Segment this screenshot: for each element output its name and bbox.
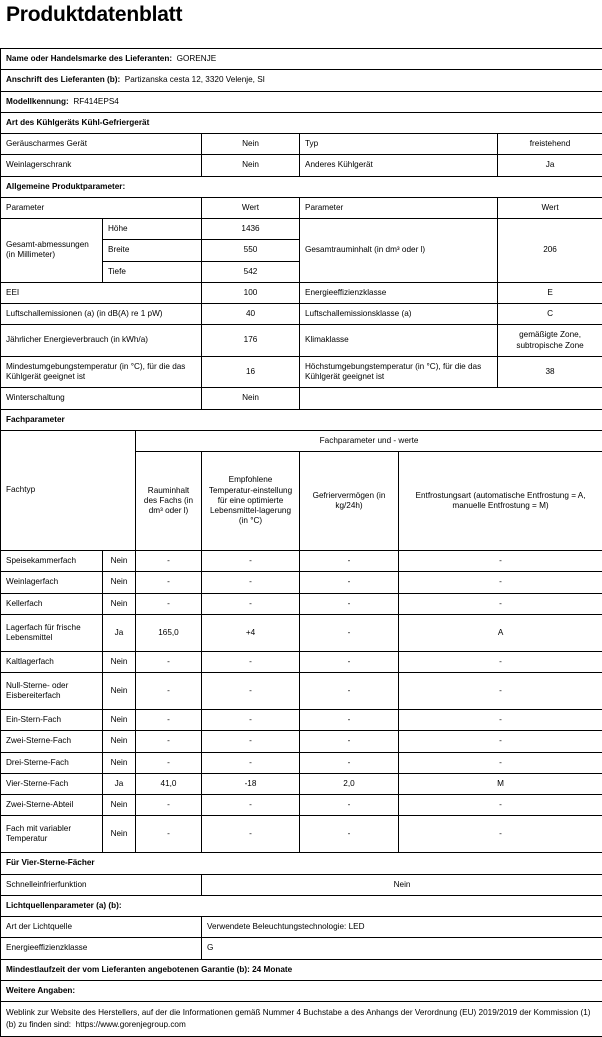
noise-class-label: Luftschallemissionsklasse (a) <box>300 304 498 325</box>
light-source-section-title: Lichtquellenparameter (a) (b): <box>1 895 602 916</box>
climate-class-label: Klimaklasse <box>300 325 498 357</box>
noise-class-value: C <box>498 304 602 325</box>
appliance-type-row <box>1 112 602 133</box>
table-row <box>1 593 602 614</box>
other-appliance-label: Anderes Kühlgerät <box>300 155 498 176</box>
compartment-volume: - <box>136 816 202 853</box>
winter-setting-empty <box>300 388 602 409</box>
appliance-type-cell <box>1 112 602 133</box>
compartment-freezing-capacity: - <box>300 593 399 614</box>
light-source-class-value: G <box>202 938 602 959</box>
guarantee-label: Mindestlaufzeit der vom Lieferanten angebotenen Garantie (b): <box>6 965 250 974</box>
light-source-row <box>1 917 602 938</box>
compartment-freezing-capacity: - <box>300 816 399 853</box>
light-source-type-value: Verwendete Beleuchtungstechnologie: LED <box>202 917 602 938</box>
compartment-defrost-type: - <box>399 731 602 752</box>
compartment-temperature: -18 <box>202 773 300 794</box>
compartment-defrost-type: A <box>399 614 602 651</box>
compartment-freezing-capacity: - <box>300 710 399 731</box>
compartment-temperature: - <box>202 651 300 672</box>
energy-class-value: E <box>498 282 602 303</box>
compartment-freezing-capacity: - <box>300 651 399 672</box>
wine-cabinet-label: Weinlagerschrank <box>1 155 202 176</box>
noise-emissions-label: Luftschallemissionen (a) (in dB(A) re 1 pW) <box>1 304 202 325</box>
table-row <box>1 651 602 672</box>
annual-energy-label: Jährlicher Energieverbrauch (in kWh/a) <box>1 325 202 357</box>
model-label: Modellkennung: <box>6 97 69 106</box>
page-title: Produktdatenblatt <box>6 4 182 26</box>
max-ambient-temp-label: Höchstumgebungstemperatur (in °C), für die das Kühlgerät geeignet ist <box>300 356 498 388</box>
compartment-present: Nein <box>103 731 136 752</box>
value-header-left: Wert <box>202 197 300 218</box>
compartment-defrost-type: - <box>399 752 602 773</box>
compartment-temperature: - <box>202 816 300 853</box>
table-row <box>1 752 602 773</box>
fast-freeze-value: Nein <box>202 874 602 895</box>
model-value: RF414EPS4 <box>73 97 119 106</box>
compartment-defrost-type-header: Entfrostungsart (automatische Entfrostung = A, manuelle Entfrostung = M) <box>399 452 602 551</box>
compartment-name: Drei-Sterne-Fach <box>1 752 103 773</box>
total-volume-value: 206 <box>498 219 602 283</box>
table-row <box>1 816 602 853</box>
eei-value: 100 <box>202 282 300 303</box>
compartment-defrost-type: M <box>399 773 602 794</box>
general-section-title: Allgemeine Produktparameter: <box>1 176 602 197</box>
compartment-name: Vier-Sterne-Fach <box>1 773 103 794</box>
compartment-name: Null-Sterne- oder Eisbereiterfach <box>1 673 103 710</box>
general-header-row <box>1 197 602 218</box>
dimensions-label: Gesamt-abmessungen (in Millimeter) <box>1 219 103 283</box>
compartment-freezing-capacity-header: Gefriervermögen (in kg/24h) <box>300 452 399 551</box>
compartment-volume: 41,0 <box>136 773 202 794</box>
model-row <box>1 91 602 112</box>
general-section-header-row <box>1 176 602 197</box>
compartment-name: Kaltlagerfach <box>1 651 103 672</box>
compartment-name: Zwei-Sterne-Fach <box>1 731 103 752</box>
compartment-volume: - <box>136 572 202 593</box>
compartment-present: Nein <box>103 752 136 773</box>
table-row <box>1 572 602 593</box>
compartment-freezing-capacity: - <box>300 614 399 651</box>
appliance-type-value: Kühl-Gefriergerät <box>82 118 150 127</box>
compartment-defrost-type: - <box>399 710 602 731</box>
compartment-temperature: +4 <box>202 614 300 651</box>
low-noise-label: Geräuscharmes Gerät <box>1 134 202 155</box>
supplier-name-label: Name oder Handelsmarke des Lieferanten: <box>6 54 172 63</box>
four-star-section-title: Für Vier-Sterne-Fächer <box>1 853 602 874</box>
type-value: freistehend <box>498 134 602 155</box>
compartment-name: Kellerfach <box>1 593 103 614</box>
max-ambient-temp-value: 38 <box>498 356 602 388</box>
compartment-present: Nein <box>103 816 136 853</box>
weblink-row <box>1 1002 602 1037</box>
compartment-freezing-capacity: 2,0 <box>300 773 399 794</box>
compartment-volume: - <box>136 673 202 710</box>
weblink-cell <box>1 1002 602 1037</box>
compartment-volume: - <box>136 731 202 752</box>
dimension-depth-label: Tiefe <box>103 261 202 282</box>
compartment-volume: - <box>136 551 202 572</box>
winter-setting-value: Nein <box>202 388 300 409</box>
dimension-width-value: 550 <box>202 240 300 261</box>
compartment-temperature: - <box>202 673 300 710</box>
dimension-height-label: Höhe <box>103 219 202 240</box>
dimensions-row <box>1 219 602 240</box>
supplier-name-cell <box>1 49 602 70</box>
compartment-volume: 165,0 <box>136 614 202 651</box>
compartment-present: Nein <box>103 673 136 710</box>
compartment-temperature: - <box>202 795 300 816</box>
table-row <box>1 614 602 651</box>
guarantee-cell <box>1 959 602 980</box>
guarantee-value: 24 Monate <box>252 965 292 974</box>
compartments-group-header-row <box>1 430 602 451</box>
min-ambient-temp-label: Mindestumgebungstemperatur (in °C), für die das Kühlgerät geeignet ist <box>1 356 202 388</box>
general-param-row <box>1 282 602 303</box>
table-row <box>1 795 602 816</box>
type-label: Typ <box>300 134 498 155</box>
compartment-temperature: - <box>202 710 300 731</box>
model-cell <box>1 91 602 112</box>
compartment-temperature-header: Empfohlene Temperatur-einstellung für eine optimierte Lebensmittel-lagerung (in °C) <box>202 452 300 551</box>
compartment-temperature: - <box>202 593 300 614</box>
light-source-section-header-row <box>1 895 602 916</box>
dimension-depth-value: 542 <box>202 261 300 282</box>
weblink-url[interactable]: https://www.gorenjegroup.com <box>76 1020 186 1029</box>
four-star-section-header-row <box>1 853 602 874</box>
light-source-class-label: Energieeffizienzklasse <box>1 938 202 959</box>
winter-setting-label: Winterschaltung <box>1 388 202 409</box>
fast-freeze-row <box>1 874 602 895</box>
supplier-address-label: Anschrift des Lieferanten (b): <box>6 75 120 84</box>
table-row <box>1 773 602 794</box>
compartment-volume: - <box>136 752 202 773</box>
value-header-right: Wert <box>498 197 602 218</box>
compartment-temperature: - <box>202 752 300 773</box>
table-row <box>1 710 602 731</box>
compartment-volume: - <box>136 593 202 614</box>
compartment-present: Nein <box>103 593 136 614</box>
supplier-address-cell <box>1 70 602 91</box>
compartment-present: Ja <box>103 614 136 651</box>
compartment-temperature: - <box>202 551 300 572</box>
compartment-name: Speisekammerfach <box>1 551 103 572</box>
table-row <box>1 551 602 572</box>
compartment-defrost-type: - <box>399 572 602 593</box>
further-section-title: Weitere Angaben: <box>1 980 602 1001</box>
compartment-name: Lagerfach für frische Lebensmittel <box>1 614 103 651</box>
compartment-type-header: Fachtyp <box>1 430 136 550</box>
low-noise-value: Nein <box>202 134 300 155</box>
compartment-temperature: - <box>202 731 300 752</box>
param-header-right: Parameter <box>300 197 498 218</box>
compartment-temperature: - <box>202 572 300 593</box>
compartment-name: Zwei-Sterne-Abteil <box>1 795 103 816</box>
supplier-name-row <box>1 49 602 70</box>
table-row <box>1 731 602 752</box>
compartment-volume: - <box>136 651 202 672</box>
compartment-freezing-capacity: - <box>300 673 399 710</box>
compartment-name: Ein-Stern-Fach <box>1 710 103 731</box>
compartment-defrost-type: - <box>399 593 602 614</box>
compartment-volume: - <box>136 710 202 731</box>
compartment-group-header: Fachparameter und - werte <box>136 430 602 451</box>
fast-freeze-label: Schnelleinfrierfunktion <box>1 874 202 895</box>
type-row <box>1 155 602 176</box>
compartment-present: Nein <box>103 651 136 672</box>
weblink-text: Weblink zur Website des Herstellers, auf der die Informationen gemäß Nummer 4 Buchstabe a des Anhangs der Verordnung (EU) 2019/2019 der Kommission (1) (b) zu finden sind: <box>6 1008 591 1029</box>
noise-emissions-value: 40 <box>202 304 300 325</box>
dimension-height-value: 1436 <box>202 219 300 240</box>
compartment-defrost-type: - <box>399 673 602 710</box>
dimension-width-label: Breite <box>103 240 202 261</box>
wine-cabinet-value: Nein <box>202 155 300 176</box>
compartment-present: Nein <box>103 710 136 731</box>
further-section-header-row <box>1 980 602 1001</box>
compartments-section-header-row <box>1 409 602 430</box>
light-source-row <box>1 938 602 959</box>
compartment-volume: - <box>136 795 202 816</box>
eei-label: EEI <box>1 282 202 303</box>
compartments-section-title: Fachparameter <box>1 409 602 430</box>
compartment-name: Fach mit variabler Temperatur <box>1 816 103 853</box>
compartment-volume-header: Rauminhalt des Fachs (in dm³ oder l) <box>136 452 202 551</box>
general-param-row <box>1 304 602 325</box>
table-row <box>1 673 602 710</box>
total-volume-label: Gesamtrauminhalt (in dm³ oder l) <box>300 219 498 283</box>
climate-class-value: gemäßigte Zone, subtropische Zone <box>498 325 602 357</box>
general-param-row <box>1 356 602 388</box>
light-source-type-label: Art der Lichtquelle <box>1 917 202 938</box>
compartment-defrost-type: - <box>399 795 602 816</box>
compartment-freezing-capacity: - <box>300 752 399 773</box>
other-appliance-value: Ja <box>498 155 602 176</box>
compartment-defrost-type: - <box>399 651 602 672</box>
compartment-freezing-capacity: - <box>300 795 399 816</box>
compartment-freezing-capacity: - <box>300 551 399 572</box>
type-row <box>1 134 602 155</box>
appliance-type-label: Art des Kühlgeräts <box>6 118 79 127</box>
compartment-freezing-capacity: - <box>300 731 399 752</box>
compartment-defrost-type: - <box>399 551 602 572</box>
supplier-address-row <box>1 70 602 91</box>
compartment-present: Ja <box>103 773 136 794</box>
compartment-present: Nein <box>103 795 136 816</box>
compartment-present: Nein <box>103 551 136 572</box>
compartment-name: Weinlagerfach <box>1 572 103 593</box>
supplier-name-value: GORENJE <box>177 54 217 63</box>
title-band <box>0 0 602 48</box>
param-header-left: Parameter <box>1 197 202 218</box>
compartment-defrost-type: - <box>399 816 602 853</box>
annual-energy-value: 176 <box>202 325 300 357</box>
supplier-address-value: Partizanska cesta 12, 3320 Velenje, SI <box>125 75 265 84</box>
compartment-freezing-capacity: - <box>300 572 399 593</box>
winter-setting-row <box>1 388 602 409</box>
energy-class-label: Energieeffizienzklasse <box>300 282 498 303</box>
datasheet-table <box>0 48 602 1037</box>
general-param-row <box>1 325 602 357</box>
min-ambient-temp-value: 16 <box>202 356 300 388</box>
guarantee-row <box>1 959 602 980</box>
compartment-present: Nein <box>103 572 136 593</box>
